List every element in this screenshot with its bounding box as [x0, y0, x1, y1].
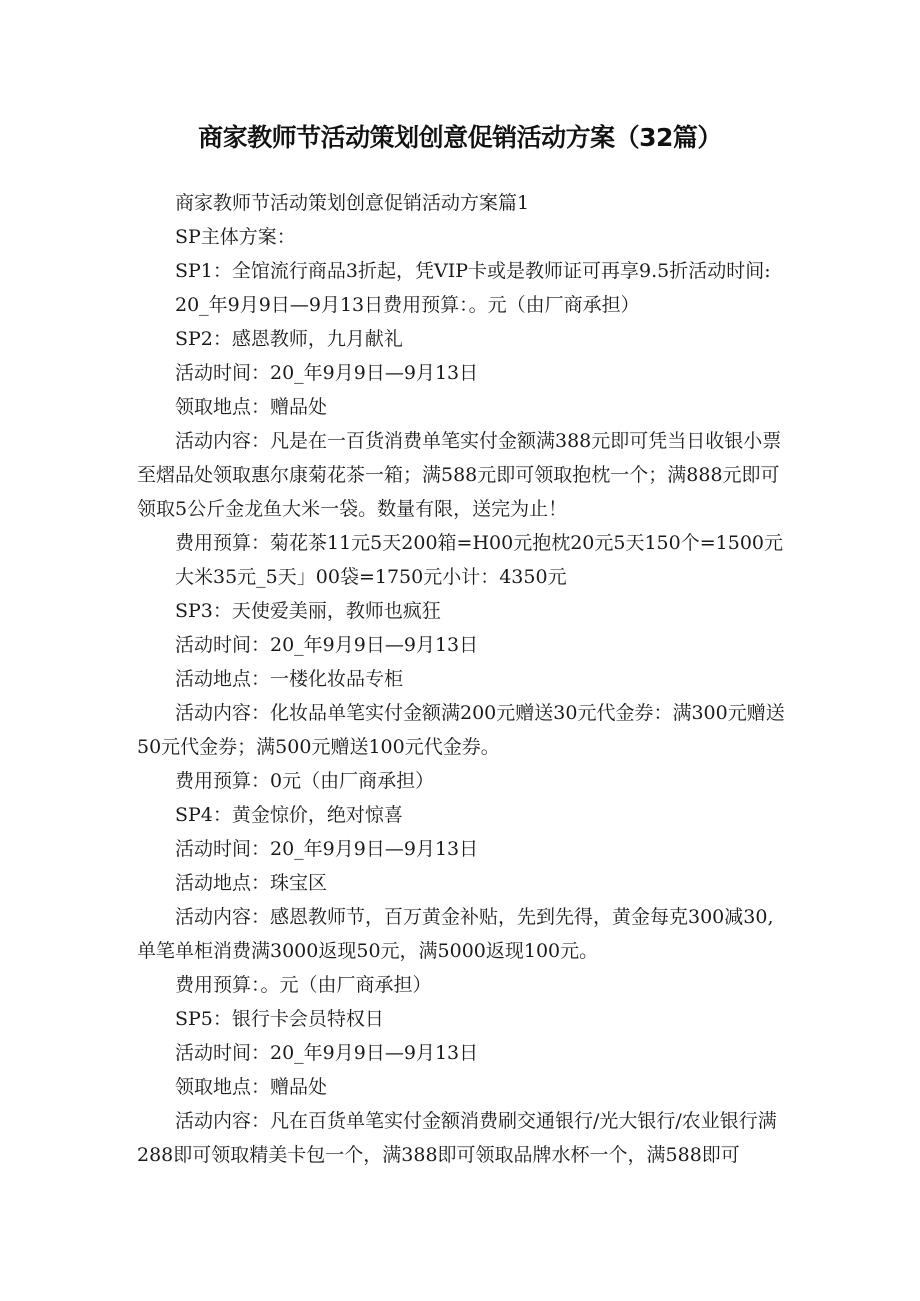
paragraph: 费用预算：0元（由厂商承担）: [175, 770, 435, 792]
paragraph: 费用预算：菊花茶11元5天200箱=H00元抱枕20元5天150个=1500元: [175, 532, 784, 554]
paragraph: 活动地点：一楼化妆品专柜: [175, 668, 404, 690]
paragraph: 活动内容：化妆品单笔实付金额满200元赠送30元代金券：满300元赠送50元代金券；满500元赠送100元代金券。: [137, 702, 785, 758]
paragraph: 活动内容：凡是在一百货消费单笔实付金额满388元即可凭当日收银小票至熠品处领取惠尔康菊花茶一箱；满588元即可领取抱枕一个；满888元即可领取5公斤金龙鱼大米一袋。数量有限，送完为止！: [137, 430, 782, 520]
paragraph: SP3：天使爱美丽，教师也疯狂: [175, 600, 441, 622]
paragraph: 活动时间：20_年9月9日—9月13日: [175, 838, 479, 860]
paragraph: 大米35元_5天」00袋=1750元小计：4350元: [175, 566, 567, 588]
paragraph: 领取地点：赠品处: [175, 396, 328, 418]
paragraph: SP主体方案：: [175, 226, 296, 248]
paragraph: 20_年9月9日—9月13日费用预算：。元（由厂商承担）: [175, 294, 640, 316]
paragraph: 费用预算：。元（由厂商承担）: [175, 974, 432, 996]
paragraph: SP2：感恩教师，九月献礼: [175, 328, 403, 350]
paragraph: SP5：银行卡会员特权日: [175, 1008, 384, 1030]
paragraph: 活动时间：20_年9月9日—9月13日: [175, 362, 479, 384]
paragraph: 活动时间：20_年9月9日—9月13日: [175, 634, 479, 656]
paragraph: 商家教师节活动策划创意促销活动方案篇1: [175, 192, 530, 214]
paragraph: 活动内容：凡在百货单笔实付金额消费刷交通银行/光大银行/农业银行满288即可领取精美卡包一个，满388即可领取品牌水杯一个，满588即可: [137, 1110, 777, 1166]
document-body: [137, 186, 787, 1172]
paragraph: 领取地点：赠品处: [175, 1076, 328, 1098]
paragraph: SP1：全馆流行商品3折起，凭VIP卡或是教师证可再享9.5折活动时间:: [175, 260, 771, 282]
paragraph: 活动地点：珠宝区: [175, 872, 328, 894]
paragraph: SP4：黄金惊价，绝对惊喜: [175, 804, 403, 826]
document-title: 商家教师节活动策划创意促销活动方案（32篇）: [198, 123, 722, 152]
paragraph: 活动时间：20_年9月9日—9月13日: [175, 1042, 479, 1064]
paragraph: 活动内容：感恩教师节，百万黄金补贴，先到先得，黄金每克300减30,单笔单柜消费满3000返现50元，满5000返现100元。: [137, 906, 774, 962]
